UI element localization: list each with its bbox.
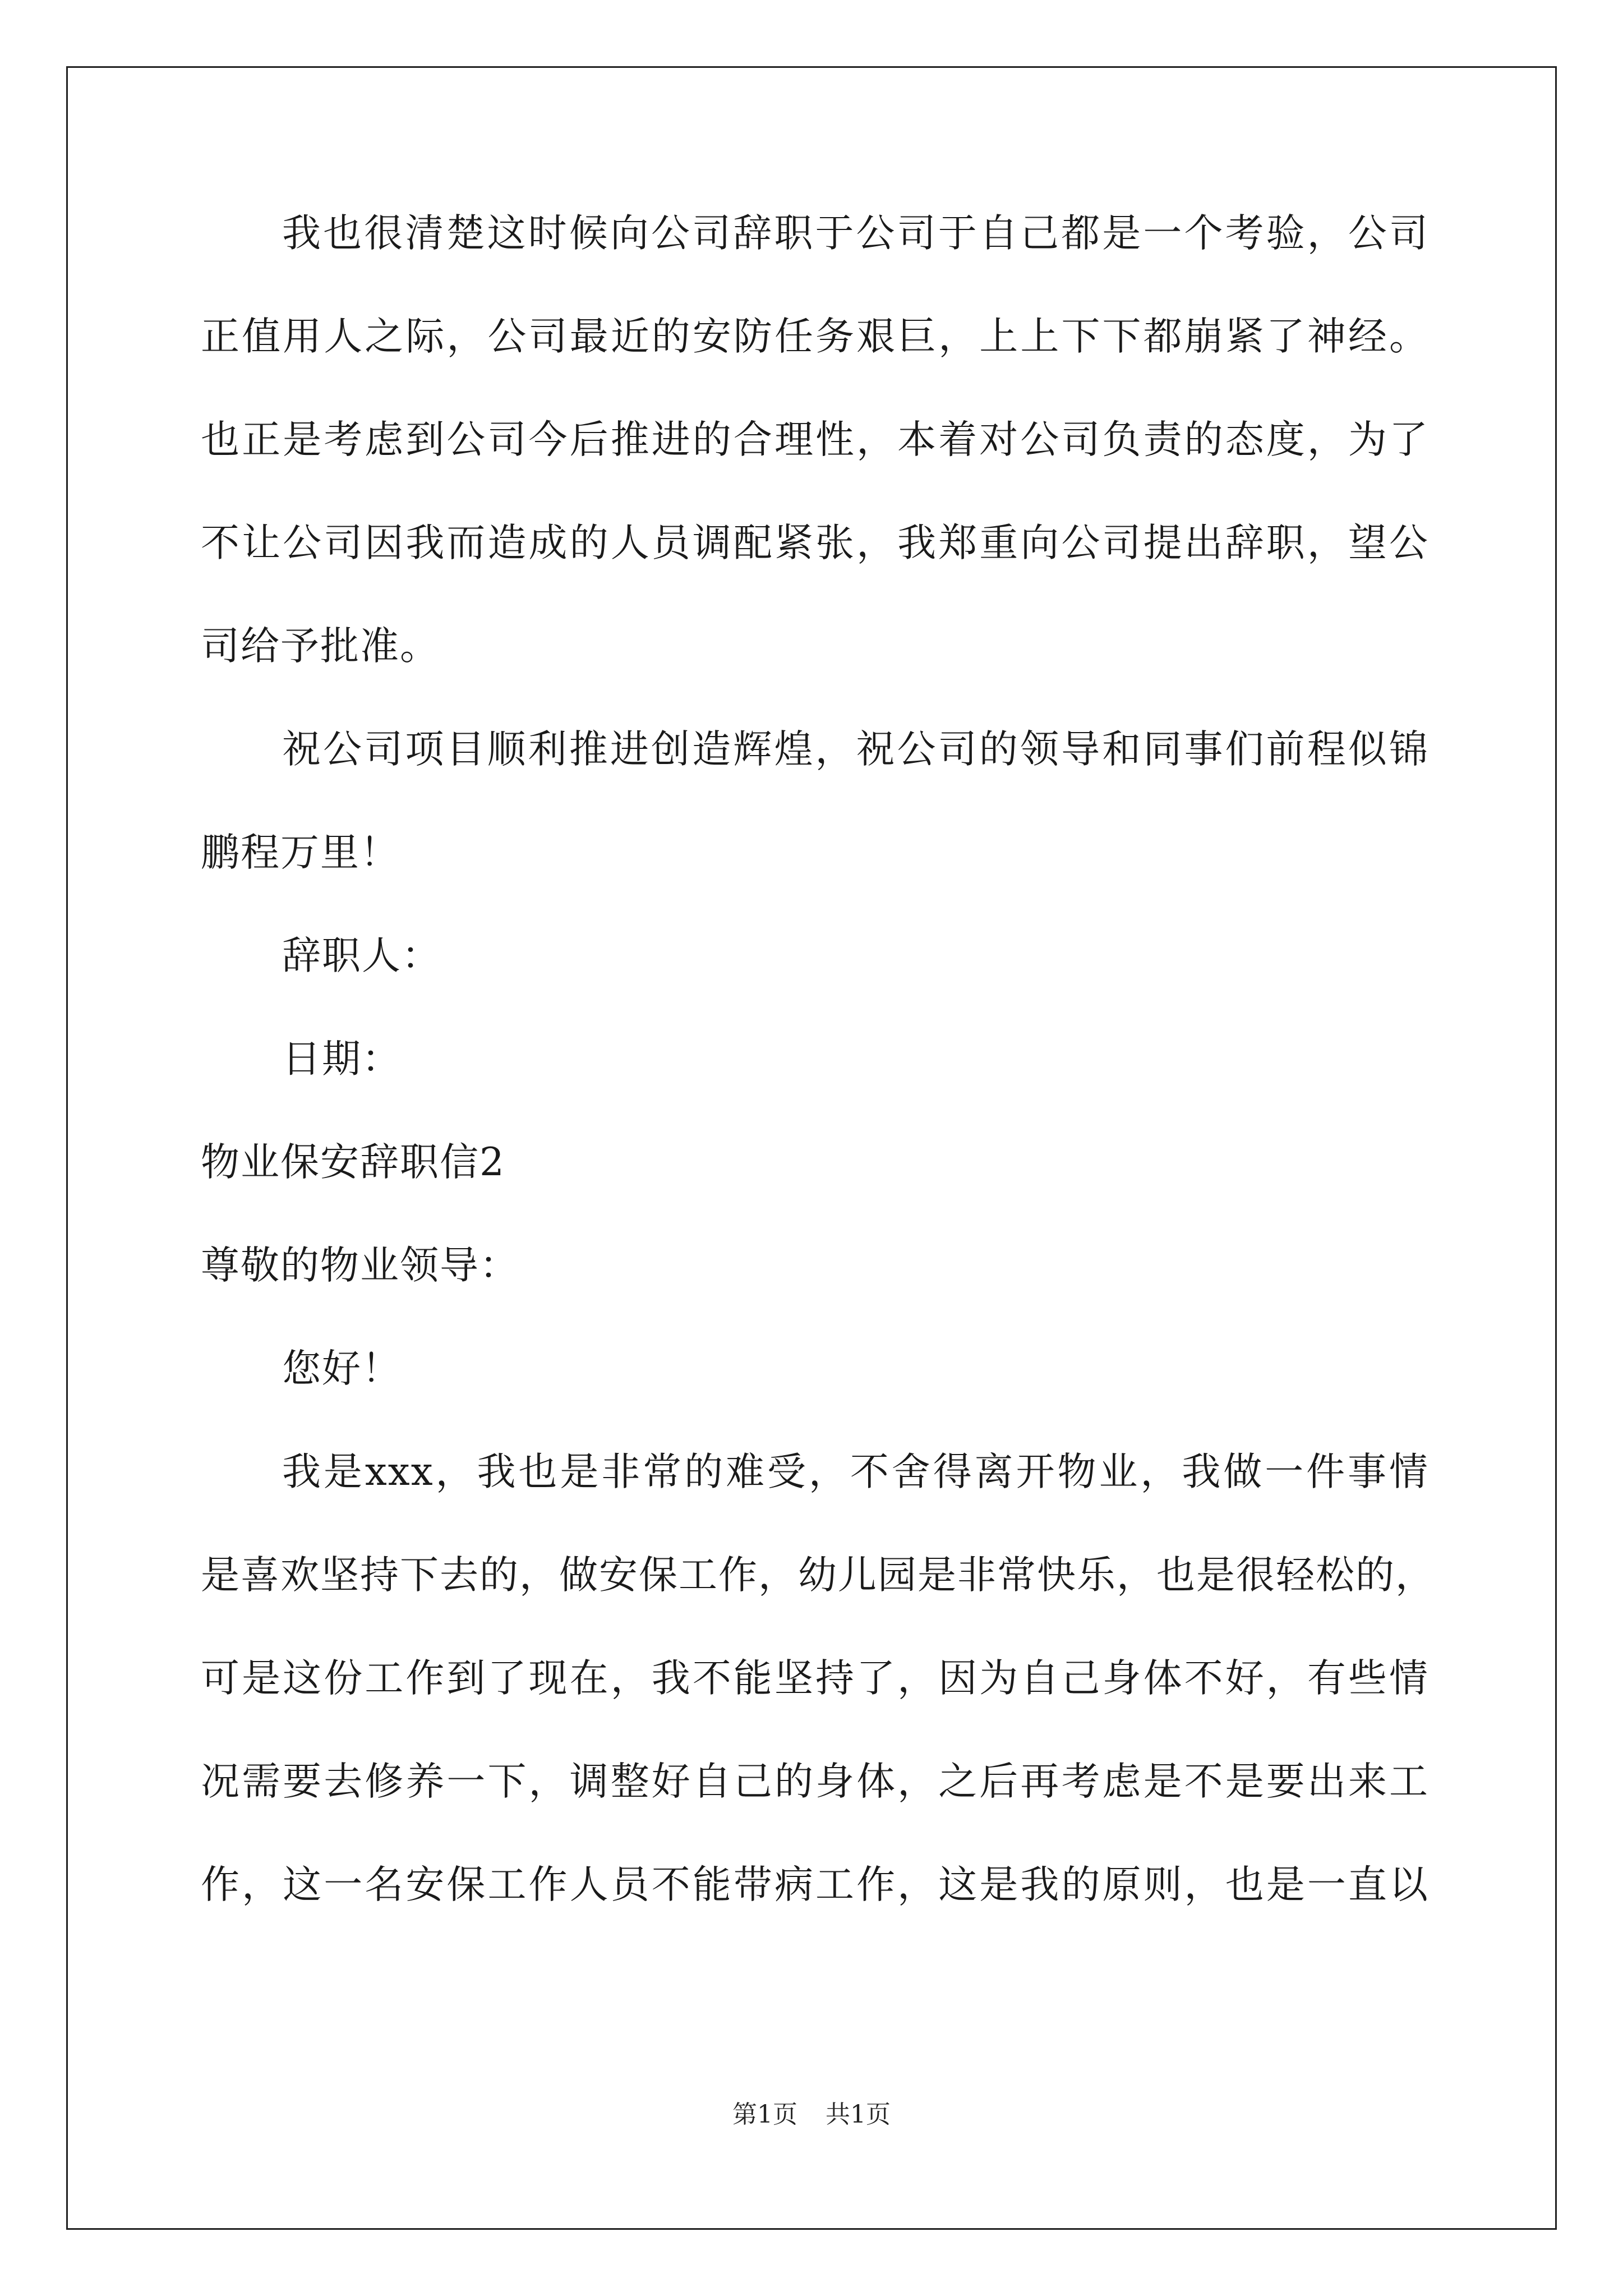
paragraph-line: 我也很清楚这时候向公司辞职于公司于自己都是一个考验，公司: [282, 211, 1429, 256]
paragraph-line: 是喜欢坚持下去的，做安保工作，幼儿园是非常快乐，也是很轻松的，: [201, 1553, 1435, 1598]
paragraph-line: 我是xxx，我也是非常的难受，不舍得离开物业，我做一件事情: [282, 1450, 1429, 1494]
paragraph-line: 不让公司因我而造成的人员调配紧张，我郑重向公司提出辞职，望公: [201, 521, 1429, 565]
date-label: 日期：: [282, 1037, 402, 1082]
paragraph-line: 祝公司项目顺利推进创造辉煌，祝公司的领导和同事们前程似锦: [282, 727, 1429, 772]
greeting: 您好！: [282, 1346, 402, 1391]
section-title: 物业保安辞职信2: [201, 1140, 505, 1185]
page-number-total: 共1页: [826, 2100, 891, 2129]
signature-label: 辞职人：: [282, 933, 441, 978]
page-footer: [0, 2098, 1623, 2132]
page-number-current: 第1页: [732, 2100, 797, 2129]
paragraph-line: 正值用人之际，公司最近的安防任务艰巨，上上下下都崩紧了神经。: [201, 314, 1429, 359]
paragraph-line: 鹏程万里！: [201, 830, 400, 875]
paragraph-line: 作，这一名安保工作人员不能带病工作，这是我的原则，也是一直以: [201, 1862, 1429, 1907]
salutation: 尊敬的物业领导：: [201, 1243, 519, 1288]
paragraph-line: 况需要去修养一下，调整好自己的身体，之后再考虑是不是要出来工: [201, 1759, 1429, 1804]
paragraph-line: 可是这份工作到了现在，我不能坚持了，因为自己身体不好，有些情: [201, 1656, 1429, 1701]
paragraph-line: 司给予批准。: [201, 624, 440, 669]
paragraph-line: 也正是考虑到公司今后推进的合理性，本着对公司负责的态度，为了: [201, 417, 1429, 462]
